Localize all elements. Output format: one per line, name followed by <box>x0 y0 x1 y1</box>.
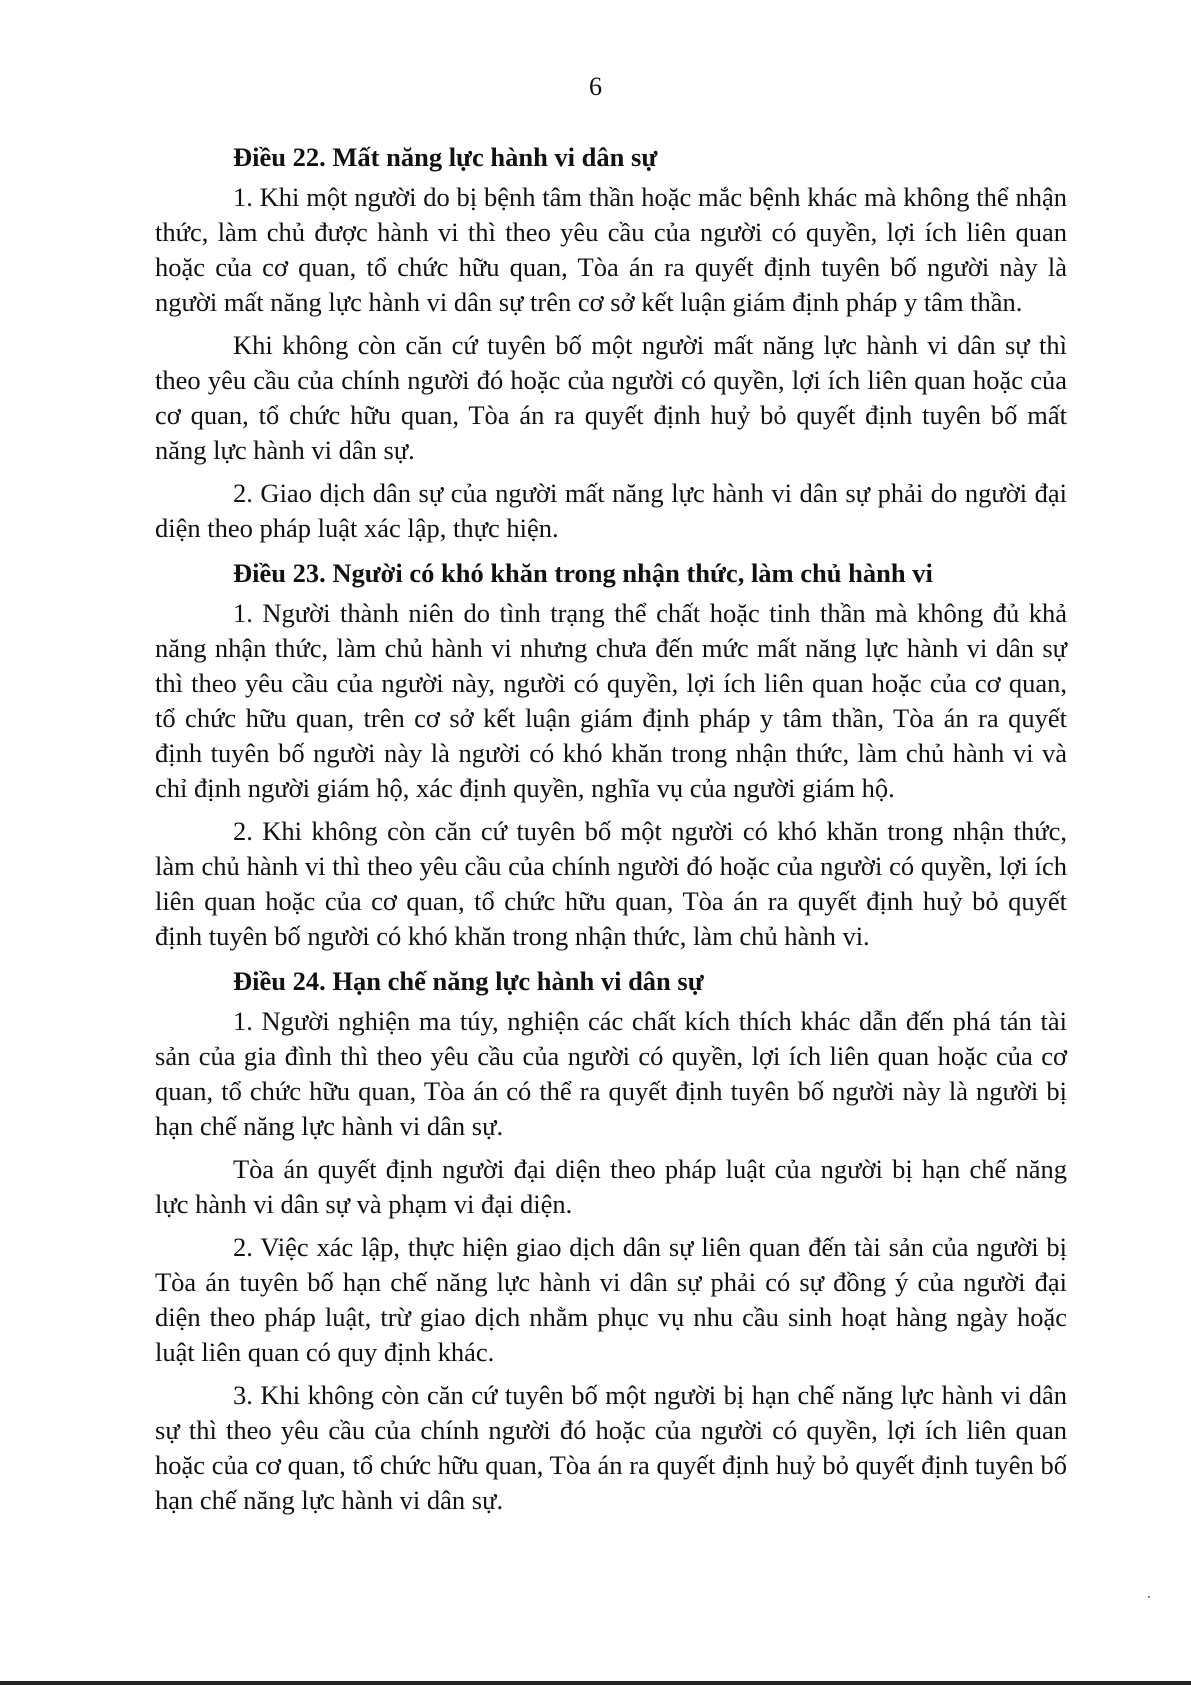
article-paragraph: Khi không còn căn cứ tuyên bố một người mất năng lực hành vi dân sự thì theo yêu cầu của chính người đó hoặc của người có quyền, lợi ích liên quan hoặc của cơ quan, tổ chức hữu quan, Tòa án ra quyết định huỷ bỏ quyết định tuyên bố mất năng lực hành vi dân sự. <box>155 330 1067 465</box>
scan-bottom-edge <box>0 1681 1191 1685</box>
article-title: Điều 24. Hạn chế năng lực hành vi dân sự <box>233 966 704 996</box>
page-number: 6 <box>589 72 602 101</box>
article-title: Điều 23. Người có khó khăn trong nhận thức, làm chủ hành vi <box>233 558 933 588</box>
article-title: Điều 22. Mất năng lực hành vi dân sự <box>233 142 658 172</box>
document-body <box>155 138 1067 1526</box>
article-paragraph: 1. Người thành niên do tình trạng thể chất hoặc tinh thần mà không đủ khả năng nhận thức, làm chủ hành vi nhưng chưa đến mức mất năng lực hành vi dân sự thì theo yêu cầu của người này, người có quyền, lợi ích liên quan hoặc của cơ quan, tổ chức hữu quan, trên cơ sở kết luận giám định pháp y tâm thần, Tòa án ra quyết định tuyên bố người này là người có khó khăn trong nhận thức, làm chủ hành vi và chỉ định người giám hộ, xác định quyền, nghĩa vụ của người giám hộ. <box>155 598 1067 803</box>
article-paragraph: 2. Khi không còn căn cứ tuyên bố một người có khó khăn trong nhận thức, làm chủ hành vi thì theo yêu cầu của chính người đó hoặc của người có quyền, lợi ích liên quan hoặc của cơ quan, tổ chức hữu quan, Tòa án ra quyết định huỷ bỏ quyết định tuyên bố người có khó khăn trong nhận thức, làm chủ hành vi. <box>155 816 1067 951</box>
article-24 <box>155 962 1067 1518</box>
article-paragraph: 2. Việc xác lập, thực hiện giao dịch dân sự liên quan đến tài sản của người bị Tòa án tuyên bố hạn chế năng lực hành vi dân sự phải có sự đồng ý của người đại diện theo pháp luật, trừ giao dịch nhằm phục vụ nhu cầu sinh hoạt hàng ngày hoặc luật liên quan có quy định khác. <box>155 1232 1067 1367</box>
article-22 <box>155 138 1067 546</box>
article-paragraph: 3. Khi không còn căn cứ tuyên bố một người bị hạn chế năng lực hành vi dân sự thì theo yêu cầu của chính người đó hoặc của người có quyền, lợi ích liên quan hoặc của cơ quan, tổ chức hữu quan, Tòa án ra quyết định huỷ bỏ quyết định tuyên bố hạn chế năng lực hành vi dân sự. <box>155 1380 1067 1515</box>
scan-speck <box>1148 1596 1150 1598</box>
article-paragraph: 1. Khi một người do bị bệnh tâm thần hoặc mắc bệnh khác mà không thể nhận thức, làm chủ được hành vi thì theo yêu cầu của người có quyền, lợi ích liên quan hoặc của cơ quan, tổ chức hữu quan, Tòa án ra quyết định tuyên bố người này là người mất năng lực hành vi dân sự trên cơ sở kết luận giám định pháp y tâm thần. <box>155 182 1067 317</box>
article-paragraph: Tòa án quyết định người đại diện theo pháp luật của người bị hạn chế năng lực hành vi dân sự và phạm vi đại diện. <box>155 1154 1067 1219</box>
article-paragraph: 2. Giao dịch dân sự của người mất năng lực hành vi dân sự phải do người đại diện theo pháp luật xác lập, thực hiện. <box>155 478 1067 543</box>
article-paragraph: 1. Người nghiện ma túy, nghiện các chất kích thích khác dẫn đến phá tán tài sản của gia đình thì theo yêu cầu của người có quyền, lợi ích liên quan hoặc của cơ quan, tổ chức hữu quan, Tòa án có thể ra quyết định tuyên bố người này là người bị hạn chế năng lực hành vi dân sự. <box>155 1006 1067 1141</box>
article-23 <box>155 554 1067 954</box>
